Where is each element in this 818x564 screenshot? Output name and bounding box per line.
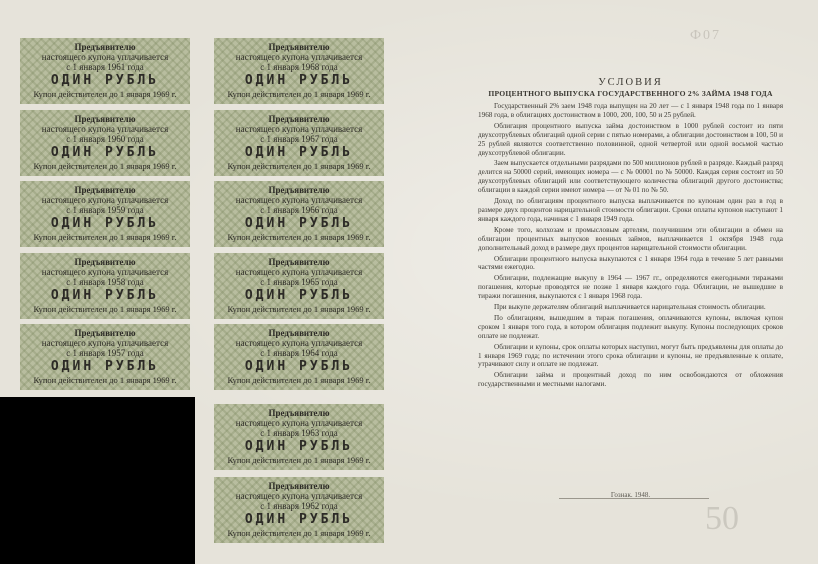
coupon-date: с 1 января 1967 года: [260, 134, 338, 144]
coupon-payable: настоящего купона уплачивается: [41, 338, 169, 348]
coupon-amount: ОДИН РУБЛЬ: [244, 73, 354, 88]
conditions-subtitle: ПРОЦЕНТНОГО ВЫПУСКА ГОСУДАРСТВЕННОГО 2% ЗАЙМА 1948 ГОДА: [488, 89, 773, 98]
coupon-amount: ОДИН РУБЛЬ: [244, 439, 354, 454]
coupon-validity: Купон действителен до 1 января 1969 г.: [33, 89, 177, 99]
coupon-bearer: Предъявителю: [268, 185, 330, 195]
coupon-date: с 1 января 1959 года: [66, 205, 144, 215]
coupon-validity: Купон действителен до 1 января 1969 г.: [227, 232, 371, 242]
coupon-bearer: Предъявителю: [74, 114, 136, 124]
coupon-date: с 1 января 1962 года: [260, 501, 338, 511]
coupon-date: с 1 января 1964 года: [260, 348, 338, 358]
conditions-paragraph: Кроме того, колхозам и промысловым артелям, получившим эти облигации в обмен на облигации процентных выпусков военных займов, выплачивается 1 октября 1948 года дополнительный доход в размере двух процентов нарицательной стоимости облигации.: [478, 225, 783, 252]
coupon-bearer: Предъявителю: [74, 257, 136, 267]
coupon-1957: [20, 324, 190, 390]
conditions-paragraph: Доход по облигациям процентного выпуска выплачивается по купонам один раз в год в размере двух процентов нарицательной стоимости облигации. Сроки оплаты купонов наступают 1 января каждого года, начиная с 1 января 1949 года.: [478, 197, 783, 223]
coupon-1959: [20, 181, 190, 247]
conditions-paragraph: Облигации процентного выпуска выкупаются с 1 января 1964 года в течение 5 лет равными частями ежегодно.: [478, 254, 783, 272]
coupon-validity: Купон действителен до 1 января 1969 г.: [227, 455, 371, 465]
coupon-payable: настоящего купона уплачивается: [41, 52, 169, 62]
coupon-bearer: Предъявителю: [268, 114, 330, 124]
coupon-1962: [214, 477, 384, 543]
coupon-validity: Купон действителен до 1 января 1969 г.: [227, 528, 371, 538]
coupon-1967: [214, 110, 384, 176]
coupon-1961: [20, 38, 190, 104]
bleed-through-numeral: 50: [705, 500, 739, 537]
coupon-amount: ОДИН РУБЛЬ: [50, 288, 160, 303]
coupon-validity: Купон действителен до 1 января 1969 г.: [227, 89, 371, 99]
coupon-amount: ОДИН РУБЛЬ: [244, 359, 354, 374]
coupon-payable: настоящего купона уплачивается: [235, 267, 363, 277]
coupon-validity: Купон действителен до 1 января 1969 г.: [227, 375, 371, 385]
coupon-validity: Купон действителен до 1 января 1969 г.: [227, 304, 371, 314]
coupon-validity: Купон действителен до 1 января 1969 г.: [33, 304, 177, 314]
coupon-1965: [214, 253, 384, 319]
coupon-1958: [20, 253, 190, 319]
coupon-payable: настоящего купона уплачивается: [235, 491, 363, 501]
coupon-payable: настоящего купона уплачивается: [41, 124, 169, 134]
coupon-amount: ОДИН РУБЛЬ: [244, 216, 354, 231]
coupon-date: с 1 января 1965 года: [260, 277, 338, 287]
coupon-bearer: Предъявителю: [268, 481, 330, 491]
bleed-through-text: Ф07: [690, 28, 722, 43]
coupon-amount: ОДИН РУБЛЬ: [50, 216, 160, 231]
coupon-1963: [214, 404, 384, 470]
coupon-date: с 1 января 1963 года: [260, 428, 338, 438]
coupon-payable: настоящего купона уплачивается: [235, 418, 363, 428]
cut-away-area: [0, 397, 195, 564]
coupon-amount: ОДИН РУБЛЬ: [50, 359, 160, 374]
coupon-amount: ОДИН РУБЛЬ: [244, 288, 354, 303]
conditions-paragraph: Облигации, подлежащие выкупу в 1964 — 1967 гг., определяются ежегодными тиражами погашения, которые проводятся не позже 1 января каждого года. Облигации, не вышедшие в тиражи погашения, выкупаются с 1 января 1968 года.: [478, 274, 783, 301]
conditions-paragraph: Государственный 2% заем 1948 года выпущен на 20 лет — с 1 января 1948 года по 1 января 1968 года, в облигациях достоинством в 1000, 200, 100, 50 и 25 рублей.: [478, 102, 783, 119]
coupon-date: с 1 января 1958 года: [66, 277, 144, 287]
coupon-date: с 1 января 1966 года: [260, 205, 338, 215]
coupon-1966: [214, 181, 384, 247]
coupon-amount: ОДИН РУБЛЬ: [50, 145, 160, 160]
coupon-bearer: Предъявителю: [74, 42, 136, 52]
coupon-validity: Купон действителен до 1 января 1969 г.: [33, 375, 177, 385]
coupon-1960: [20, 110, 190, 176]
coupon-payable: настоящего купона уплачивается: [235, 195, 363, 205]
coupon-amount: ОДИН РУБЛЬ: [244, 145, 354, 160]
coupon-payable: настоящего купона уплачивается: [41, 267, 169, 277]
printer-imprint: Гознак. 1948.: [610, 491, 651, 499]
conditions-paragraph: По облигациям, вышедшим в тираж погашения, оплачиваются купоны, включая купон сроком 1 января того года, в котором облигация подлежит выкупу. Купоны последующих сроков оплате не подлежат.: [478, 313, 783, 340]
coupon-amount: ОДИН РУБЛЬ: [50, 73, 160, 88]
coupon-bearer: Предъявителю: [74, 328, 136, 338]
conditions-title: УСЛОВИЯ: [598, 77, 663, 88]
conditions-paragraph: Облигация процентного выпуска займа достоинством в 1000 рублей состоит из пяти двухсотрублевых облигаций одной серии с пятью номерами, а облигации достоинством в 100, 50 и 25 рублей являются соответственно половинной, одной четвертой или одной восьмой частью двухсотрублевой облигации.: [478, 121, 783, 157]
coupon-payable: настоящего купона уплачивается: [235, 124, 363, 134]
coupon-bearer: Предъявителю: [268, 328, 330, 338]
coupon-date: с 1 января 1960 года: [66, 134, 144, 144]
coupon-validity: Купон действителен до 1 января 1969 г.: [33, 232, 177, 242]
coupon-date: с 1 января 1968 года: [260, 62, 338, 72]
conditions-paragraph: Облигации и купоны, срок оплаты которых наступил, могут быть предъявлены для оплаты до 1 января 1969 года; по истечении этого срока облигации и купоны, не предъявленные к оплате, утрачивают силу и оплате не подлежат.: [478, 342, 783, 369]
coupon-1964: [214, 324, 384, 390]
loan-conditions: [478, 76, 783, 391]
coupon-bearer: Предъявителю: [268, 42, 330, 52]
conditions-paragraph: При выкупе держателям облигаций выплачивается нарицательная стоимость облигации.: [494, 303, 766, 312]
coupon-bearer: Предъявителю: [268, 257, 330, 267]
coupon-payable: настоящего купона уплачивается: [41, 195, 169, 205]
coupon-bearer: Предъявителю: [268, 408, 330, 418]
coupon-date: с 1 января 1961 года: [66, 62, 144, 72]
coupon-payable: настоящего купона уплачивается: [235, 52, 363, 62]
coupon-payable: настоящего купона уплачивается: [235, 338, 363, 348]
conditions-paragraph: Заем выпускается отдельными разрядами по 500 миллионов рублей в разряде. Каждый разряд делится на 50000 серий, имеющих номера — с № 00001 по № 50000. Каждая серия состоит из 50 двухсотрублевых облигаций или соответствующего количества облигаций другого достоинства; облигации в каждой серии имеют номера — от № 01 по № 50.: [478, 159, 783, 195]
conditions-paragraph: Облигации займа и процентный доход по ним освобождаются от обложения государственными и местными налогами.: [478, 371, 783, 389]
coupon-validity: Купон действителен до 1 января 1969 г.: [33, 161, 177, 171]
coupon-validity: Купон действителен до 1 января 1969 г.: [227, 161, 371, 171]
footer-rule: [559, 498, 709, 499]
coupon-bearer: Предъявителю: [74, 185, 136, 195]
coupon-1968: [214, 38, 384, 104]
coupon-amount: ОДИН РУБЛЬ: [244, 512, 354, 527]
coupon-date: с 1 января 1957 года: [66, 348, 144, 358]
